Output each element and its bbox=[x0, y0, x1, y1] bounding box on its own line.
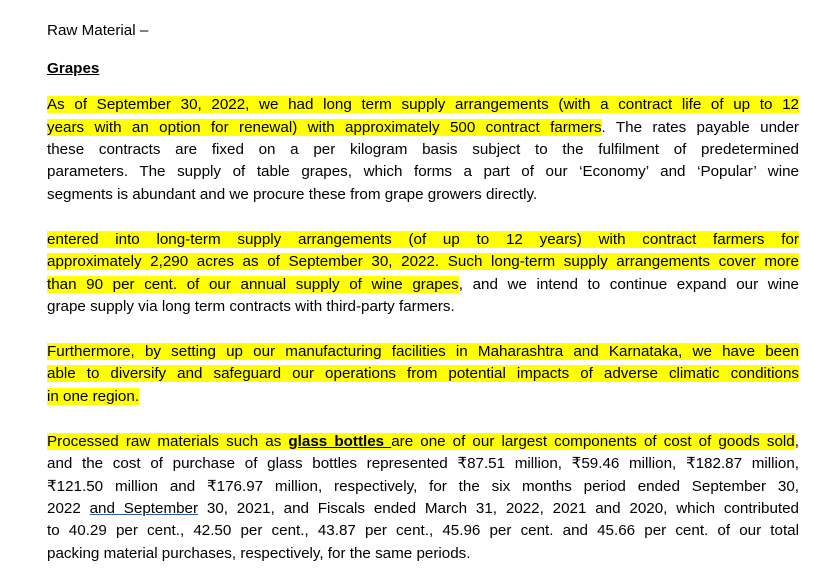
highlighted-text bbox=[47, 433, 795, 450]
highlighted-text: in one region. bbox=[47, 388, 140, 405]
highlighted-text: entered into long-term supply arrangements (of up to 12 years) with contract farmers for bbox=[47, 231, 799, 248]
plain-segment: 30, 2021, and Fiscals ended March 31, 2022, 2021 and 2020, which contributed bbox=[198, 500, 799, 517]
highlighted-text: As of September 30, 2022, we had long term supply arrangements (with a contract life of up to 12 bbox=[47, 96, 799, 113]
paragraph-line bbox=[47, 251, 799, 273]
paragraph-line: grape supply via long term contracts with third-party farmers. bbox=[47, 298, 455, 315]
highlighted-text: years with an option for renewal) with approximately 500 contract farmers bbox=[47, 119, 602, 136]
glass-bottles-term: glass bottles bbox=[288, 433, 392, 450]
plain-text: , and we intend to continue expand our wine bbox=[458, 276, 799, 293]
paragraph-line: parameters. The supply of table grapes, which forms a part of our ‘Economy’ and ‘Popular’ wine bbox=[47, 163, 799, 180]
plain-segment: Processed raw materials such as bbox=[47, 433, 289, 450]
plain-segment: 2022 bbox=[47, 500, 90, 517]
plain-segment: are one of our largest components of cost of goods sold bbox=[391, 433, 795, 450]
paragraph-line bbox=[47, 274, 799, 296]
highlighted-text: approximately 2,290 acres as of September 30, 2022. Such long-term supply arrangements cover more bbox=[47, 253, 799, 270]
highlighted-text: able to diversify and safeguard our operations from potential impacts of adverse climatic conditions bbox=[47, 365, 799, 382]
paragraph-line: to 40.29 per cent., 42.50 per cent., 43.87 per cent., 45.96 per cent. and 45.66 per cent. of our total bbox=[47, 522, 799, 539]
paragraph-line: and the cost of purchase of glass bottles represented ₹87.51 million, ₹59.46 million, ₹182.87 million, bbox=[47, 455, 799, 472]
plain-text: , bbox=[794, 433, 799, 450]
paragraph-line bbox=[47, 431, 799, 453]
paragraph-line bbox=[47, 498, 799, 520]
paragraph-line bbox=[47, 229, 799, 251]
paragraph-line bbox=[47, 117, 799, 139]
paragraph-line: ₹121.50 million and ₹176.97 million, respectively, for the six months period ended September 30, bbox=[47, 478, 799, 495]
highlighted-text: than 90 per cent. of our annual supply of wine grapes bbox=[47, 276, 459, 293]
paragraph-line: segments is abundant and we procure these from grape growers directly. bbox=[47, 186, 538, 203]
plain-text: . The rates payable under bbox=[601, 119, 799, 136]
paragraph-line bbox=[47, 386, 799, 408]
section-heading: Raw Material – bbox=[47, 22, 149, 39]
paragraph-line bbox=[47, 341, 799, 363]
subsection-heading bbox=[47, 58, 799, 80]
paragraph-line: these contracts are fixed on a per kilogram basis subject to the fulfilment of predetermined bbox=[47, 141, 799, 158]
proofing-underline-text[interactable]: and September bbox=[89, 500, 199, 517]
grapes-heading: Grapes bbox=[47, 60, 100, 77]
highlighted-text: Furthermore, by setting up our manufacturing facilities in Maharashtra and Karnataka, we have been bbox=[47, 343, 799, 360]
paragraph-line: packing material purchases, respectively, for the same periods. bbox=[47, 545, 471, 562]
paragraph-line bbox=[47, 363, 799, 385]
paragraph-line bbox=[47, 94, 799, 116]
